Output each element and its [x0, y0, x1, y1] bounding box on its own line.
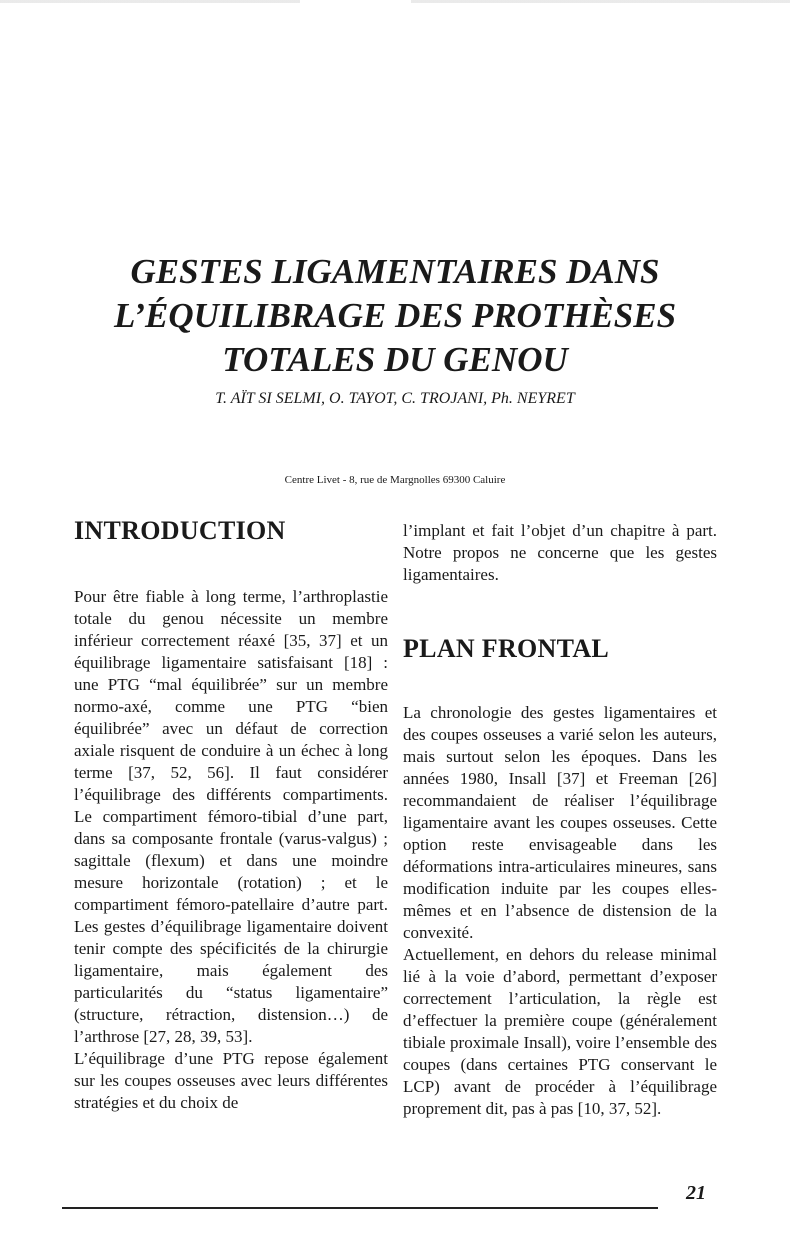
introduction-paragraph-2: L’équilibrage d’une PTG repose également sur les coupes osseuses avec leurs différentes stratégies et du choix de [74, 1049, 388, 1112]
footer-rule [62, 1207, 658, 1209]
top-scan-edge [0, 0, 790, 3]
plan-frontal-paragraph-2: Actuellement, en dehors du release minimal lié à la voie d’abord, permettant d’exposer correctement l’articulation, la règle est d’effectuer la première coupe (généralement tibiale proximale Insall), voire l’ensemble des coupes (dans certaines PTG conservant le LCP) avant de procéder à l’équilibrage proprement dit, pas à pas [10, 37, 52]. [403, 945, 717, 1118]
title-line-3: TOTALES DU GENOU [222, 340, 568, 379]
title-line-2: L’ÉQUILIBRAGE DES PROTHÈSES [113, 296, 677, 335]
plan-frontal-paragraph-1: La chronologie des gestes ligamentaires et des coupes osseuses a varié selon les auteurs, mais surtout selon les époques. Dans les années 1980, Insall [37] et Freeman [26] recommandaient de réaliser l’équilibrage ligamentaire avant les coupes osseuses. Cette option reste envisageable dans les déformations intra-articulaires mineures, sans modification induite par les coupes elles-mêmes et en l’absence de distension de la convexité. [403, 703, 717, 942]
introduction-paragraph-1: Pour être fiable à long terme, l’arthroplastie totale du genou nécessite un membre inférieur correctement réaxé [35, 37] et un équilibrage ligamentaire satisfaisant [18] : une PTG “mal équilibrée” sur un membre normo-axé, comme une PTG “bien équilibrée” avec un défaut de correction axiale risquent de conduire à un échec à long terme [37, 52, 56]. Il faut considérer l’équilibrage des différents compartiments. Le compartiment fémoro-tibial d’une part, dans sa composante frontale (varus-valgus) ; sagittale (flexum) et dans une moindre mesure horizontale (rotation) ; et le compartiment fémoro-patellaire d’autre part. Les gestes d’équilibrage ligamentaire doivent tenir compte des spécificités de la chirurgie ligamentaire, mais également des particularités du “status ligamentaire” (structure, rétraction, distension…) de l’arthrose [27, 28, 39, 53]. [74, 587, 388, 1046]
left-column [74, 516, 388, 1114]
title-line-1: GESTES LIGAMENTAIRES DANS [130, 252, 660, 291]
affiliation: Centre Livet - 8, rue de Margnolles 69300 Caluire [284, 474, 506, 486]
author-list: T. AÏT SI SELMI, O. TAYOT, C. TROJANI, Ph. NEYRET [215, 390, 575, 407]
introduction-heading: INTRODUCTION [74, 516, 286, 545]
right-column [403, 520, 717, 1120]
plan-frontal-heading: PLAN FRONTAL [403, 634, 610, 663]
article-title [60, 250, 730, 382]
page-number: 21 [686, 1182, 706, 1204]
introduction-paragraph-2-continued: l’implant et fait l’objet d’un chapitre à part. Notre propos ne concerne que les gestes ligamentaires. [403, 521, 717, 584]
